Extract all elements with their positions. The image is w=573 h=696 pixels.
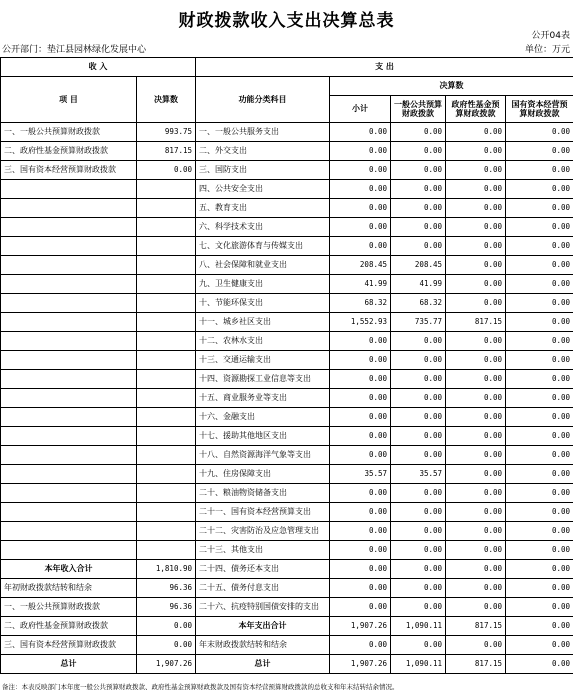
income-item-cell	[1, 256, 137, 275]
gen-budget-cell: 1,090.11	[391, 655, 446, 674]
income-item-cell: 一、一般公共预算财政拨款	[1, 598, 137, 617]
gen-budget-cell: 0.00	[391, 237, 446, 256]
income-item-cell: 本年收入合计	[1, 560, 137, 579]
gen-budget-cell: 0.00	[391, 389, 446, 408]
gen-budget-cell: 0.00	[391, 484, 446, 503]
gen-budget-cell: 68.32	[391, 294, 446, 313]
soe-budget-cell: 0.00	[506, 541, 573, 560]
table-row	[1, 465, 573, 484]
gen-budget-cell: 0.00	[391, 522, 446, 541]
table-row	[1, 408, 573, 427]
table-row	[1, 218, 573, 237]
income-value-cell	[137, 199, 196, 218]
expense-item-cell: 二十一、国有资本经营预算支出	[196, 503, 330, 522]
gov-fund-cell: 0.00	[446, 161, 506, 180]
expense-item-cell: 二十三、其他支出	[196, 541, 330, 560]
final-header-2: 决算数	[330, 77, 573, 96]
department-label: 公开部门：垫江县园林绿化发展中心	[2, 45, 147, 55]
gen-budget-cell: 41.99	[391, 275, 446, 294]
income-value-cell	[137, 351, 196, 370]
income-value-cell: 96.36	[137, 579, 196, 598]
expense-item-cell: 十四、资源勘探工业信息等支出	[196, 370, 330, 389]
income-value-cell: 1,907.26	[137, 655, 196, 674]
gen-budget-cell: 735.77	[391, 313, 446, 332]
income-item-cell: 一、一般公共预算财政拨款	[1, 123, 137, 142]
table-row	[1, 332, 573, 351]
subtotal-cell: 0.00	[330, 332, 391, 351]
gen-budget-cell: 0.00	[391, 598, 446, 617]
income-value-cell	[137, 465, 196, 484]
income-value-cell	[137, 408, 196, 427]
gov-fund-cell: 0.00	[446, 389, 506, 408]
income-value-cell	[137, 541, 196, 560]
income-value-cell	[137, 256, 196, 275]
income-item-cell	[1, 541, 137, 560]
budget-table	[0, 57, 573, 674]
table-row	[1, 180, 573, 199]
table-row	[1, 161, 573, 180]
income-item-cell: 总计	[1, 655, 137, 674]
gen-budget-cell: 0.00	[391, 142, 446, 161]
soe-budget-cell: 0.00	[506, 294, 573, 313]
gen-budget-cell: 35.57	[391, 465, 446, 484]
subtotal-cell: 0.00	[330, 389, 391, 408]
income-item-cell: 三、国有资本经营预算财政拨款	[1, 161, 137, 180]
income-value-cell: 96.36	[137, 598, 196, 617]
gen-budget-cell: 0.00	[391, 161, 446, 180]
soe-budget-cell: 0.00	[506, 636, 573, 655]
expense-item-cell: 九、卫生健康支出	[196, 275, 330, 294]
expense-item-cell: 七、文化旅游体育与传媒支出	[196, 237, 330, 256]
expense-item-cell: 十六、金融支出	[196, 408, 330, 427]
expense-header: 支 出	[196, 58, 573, 77]
table-row	[1, 370, 573, 389]
expense-item-cell: 二十二、灾害防治及应急管理支出	[196, 522, 330, 541]
gen-budget-cell: 0.00	[391, 370, 446, 389]
gen-budget-cell: 0.00	[391, 123, 446, 142]
income-item-cell	[1, 446, 137, 465]
gov-fund-cell: 0.00	[446, 142, 506, 161]
expense-item-cell: 二十四、债务还本支出	[196, 560, 330, 579]
subtotal-cell: 208.45	[330, 256, 391, 275]
income-item-cell: 二、政府性基金预算财政拨款	[1, 142, 137, 161]
expense-item-cell: 十、节能环保支出	[196, 294, 330, 313]
soe-budget-cell: 0.00	[506, 180, 573, 199]
subtotal-cell: 0.00	[330, 503, 391, 522]
soe-budget-cell: 0.00	[506, 617, 573, 636]
gov-fund-cell: 0.00	[446, 237, 506, 256]
income-item-cell	[1, 427, 137, 446]
expense-item-cell: 十八、自然资源海洋气象等支出	[196, 446, 330, 465]
income-header: 收 入	[1, 58, 196, 77]
gov-fund-cell: 0.00	[446, 560, 506, 579]
income-item-cell	[1, 313, 137, 332]
soe-budget-cell: 0.00	[506, 503, 573, 522]
soe-budget-cell: 0.00	[506, 218, 573, 237]
table-row	[1, 123, 573, 142]
expense-item-cell: 五、教育支出	[196, 199, 330, 218]
subtotal-cell: 0.00	[330, 522, 391, 541]
subtotal-cell: 0.00	[330, 142, 391, 161]
gov-fund-cell: 0.00	[446, 294, 506, 313]
income-value-cell	[137, 370, 196, 389]
gov-fund-cell: 0.00	[446, 598, 506, 617]
soe-budget-cell: 0.00	[506, 256, 573, 275]
expense-item-cell: 十九、住房保障支出	[196, 465, 330, 484]
income-value-cell: 0.00	[137, 617, 196, 636]
gov-fund-cell: 0.00	[446, 636, 506, 655]
item-header: 项 目	[1, 77, 137, 123]
income-value-cell: 993.75	[137, 123, 196, 142]
soe-budget-cell: 0.00	[506, 522, 573, 541]
table-row	[1, 484, 573, 503]
subtotal-cell: 0.00	[330, 218, 391, 237]
expense-item-cell: 十二、农林水支出	[196, 332, 330, 351]
expense-item-cell: 三、国防支出	[196, 161, 330, 180]
income-item-cell: 二、政府性基金预算财政拨款	[1, 617, 137, 636]
expense-item-cell: 一、一般公共服务支出	[196, 123, 330, 142]
table-row	[1, 389, 573, 408]
soe-budget-cell: 0.00	[506, 579, 573, 598]
income-item-cell	[1, 237, 137, 256]
table-row	[1, 560, 573, 579]
expense-item-cell: 二十、粮油物资储备支出	[196, 484, 330, 503]
soe-budget-cell: 0.00	[506, 275, 573, 294]
soe-budget-cell: 0.00	[506, 370, 573, 389]
subtotal-cell: 1,552.93	[330, 313, 391, 332]
soe-budget-cell: 0.00	[506, 123, 573, 142]
table-row	[1, 446, 573, 465]
table-row	[1, 275, 573, 294]
gov-fund-cell: 0.00	[446, 446, 506, 465]
soe-budget-cell: 0.00	[506, 598, 573, 617]
expense-item-cell: 四、公共安全支出	[196, 180, 330, 199]
gov-fund-cell: 0.00	[446, 199, 506, 218]
subtotal-cell: 41.99	[330, 275, 391, 294]
soe-budget-cell: 0.00	[506, 427, 573, 446]
income-item-cell	[1, 199, 137, 218]
income-value-cell	[137, 237, 196, 256]
gov-fund-cell: 0.00	[446, 370, 506, 389]
gov-fund-cell: 0.00	[446, 408, 506, 427]
gov-fund-cell: 0.00	[446, 465, 506, 484]
gov-fund-cell: 0.00	[446, 180, 506, 199]
footnote: 备注：本表反映部门本年度一般公共预算财政拨款、政府性基金预算财政拨款及国有资本经营预算财政拨款的总收支和年末结转结余情况。	[2, 683, 399, 691]
table-row	[1, 655, 573, 674]
gov-fund-cell: 0.00	[446, 541, 506, 560]
gov-fund-cell: 817.15	[446, 655, 506, 674]
income-value-cell	[137, 275, 196, 294]
income-value-cell: 0.00	[137, 161, 196, 180]
gen-budget-header: 一般公共预算财政拨款	[391, 96, 446, 123]
subtotal-cell: 0.00	[330, 180, 391, 199]
subtotal-cell: 1,907.26	[330, 655, 391, 674]
table-row	[1, 351, 573, 370]
table-row	[1, 541, 573, 560]
expense-item-cell: 六、科学技术支出	[196, 218, 330, 237]
income-item-cell	[1, 370, 137, 389]
subtotal-cell: 0.00	[330, 370, 391, 389]
subtotal-cell: 0.00	[330, 560, 391, 579]
page-title: 财政拨款收入支出决算总表	[178, 11, 395, 31]
gen-budget-cell: 0.00	[391, 427, 446, 446]
subtotal-cell: 0.00	[330, 427, 391, 446]
gen-budget-cell: 0.00	[391, 446, 446, 465]
income-value-cell	[137, 503, 196, 522]
gov-fund-cell: 0.00	[446, 522, 506, 541]
subtotal-cell: 0.00	[330, 161, 391, 180]
expense-item-cell: 十三、交通运输支出	[196, 351, 330, 370]
table-row	[1, 237, 573, 256]
gov-fund-header: 政府性基金预算财政拨款	[446, 96, 506, 123]
soe-budget-cell: 0.00	[506, 560, 573, 579]
final-header: 决算数	[137, 77, 196, 123]
subtotal-cell: 0.00	[330, 541, 391, 560]
income-item-cell	[1, 389, 137, 408]
subtotal-cell: 0.00	[330, 484, 391, 503]
gen-budget-cell: 0.00	[391, 560, 446, 579]
income-value-cell: 1,810.90	[137, 560, 196, 579]
income-value-cell	[137, 522, 196, 541]
subtotal-cell: 0.00	[330, 598, 391, 617]
income-item-cell	[1, 294, 137, 313]
table-row	[1, 636, 573, 655]
gen-budget-cell: 0.00	[391, 636, 446, 655]
soe-budget-cell: 0.00	[506, 142, 573, 161]
income-item-cell	[1, 465, 137, 484]
income-item-cell	[1, 522, 137, 541]
expense-item-cell: 二十五、债务付息支出	[196, 579, 330, 598]
gen-budget-cell: 0.00	[391, 351, 446, 370]
gen-budget-cell: 0.00	[391, 218, 446, 237]
expense-item-cell: 十七、援助其他地区支出	[196, 427, 330, 446]
income-value-cell	[137, 180, 196, 199]
income-value-cell	[137, 484, 196, 503]
gov-fund-cell: 0.00	[446, 332, 506, 351]
soe-budget-cell: 0.00	[506, 389, 573, 408]
soe-budget-cell: 0.00	[506, 351, 573, 370]
soe-budget-cell: 0.00	[506, 237, 573, 256]
gov-fund-cell: 0.00	[446, 503, 506, 522]
form-code: 公开04表	[531, 31, 570, 41]
income-value-cell: 817.15	[137, 142, 196, 161]
income-item-cell	[1, 408, 137, 427]
subtotal-cell: 0.00	[330, 446, 391, 465]
gov-fund-cell: 817.15	[446, 617, 506, 636]
soe-budget-cell: 0.00	[506, 655, 573, 674]
table-row	[1, 579, 573, 598]
soe-budget-cell: 0.00	[506, 484, 573, 503]
expense-item-cell: 年末财政拨款结转和结余	[196, 636, 330, 655]
income-value-cell	[137, 446, 196, 465]
soe-budget-cell: 0.00	[506, 332, 573, 351]
gen-budget-cell: 0.00	[391, 180, 446, 199]
income-value-cell	[137, 313, 196, 332]
table-row	[1, 142, 573, 161]
gov-fund-cell: 0.00	[446, 484, 506, 503]
gov-fund-cell: 0.00	[446, 351, 506, 370]
subtotal-header: 小计	[330, 96, 391, 123]
subtotal-cell: 0.00	[330, 351, 391, 370]
income-item-cell: 年初财政拨款结转和结余	[1, 579, 137, 598]
gen-budget-cell: 0.00	[391, 332, 446, 351]
subtotal-cell: 1,907.26	[330, 617, 391, 636]
table-row	[1, 522, 573, 541]
gen-budget-cell: 208.45	[391, 256, 446, 275]
income-item-cell	[1, 275, 137, 294]
gov-fund-cell: 0.00	[446, 218, 506, 237]
income-item-cell: 三、国有资本经营预算财政拨款	[1, 636, 137, 655]
income-item-cell	[1, 484, 137, 503]
table-row	[1, 503, 573, 522]
table-row	[1, 256, 573, 275]
income-value-cell: 0.00	[137, 636, 196, 655]
gov-fund-cell: 0.00	[446, 579, 506, 598]
gen-budget-cell: 0.00	[391, 579, 446, 598]
income-item-cell	[1, 351, 137, 370]
soe-budget-cell: 0.00	[506, 313, 573, 332]
gov-fund-cell: 0.00	[446, 275, 506, 294]
gov-fund-cell: 0.00	[446, 427, 506, 446]
income-item-cell	[1, 180, 137, 199]
soe-budget-header: 国有资本经营预算财政拨款	[506, 96, 573, 123]
table-row	[1, 313, 573, 332]
expense-item-cell: 总计	[196, 655, 330, 674]
income-value-cell	[137, 389, 196, 408]
gen-budget-cell: 1,090.11	[391, 617, 446, 636]
gov-fund-cell: 817.15	[446, 313, 506, 332]
soe-budget-cell: 0.00	[506, 446, 573, 465]
table-row	[1, 199, 573, 218]
soe-budget-cell: 0.00	[506, 465, 573, 484]
subtotal-cell: 35.57	[330, 465, 391, 484]
gen-budget-cell: 0.00	[391, 199, 446, 218]
expense-item-cell: 十一、城乡社区支出	[196, 313, 330, 332]
unit-label: 单位：万元	[524, 45, 570, 55]
soe-budget-cell: 0.00	[506, 161, 573, 180]
subtotal-cell: 0.00	[330, 579, 391, 598]
income-value-cell	[137, 427, 196, 446]
gov-fund-cell: 0.00	[446, 123, 506, 142]
table-row	[1, 294, 573, 313]
subtotal-cell: 0.00	[330, 408, 391, 427]
income-value-cell	[137, 218, 196, 237]
expense-item-cell: 二、外交支出	[196, 142, 330, 161]
gen-budget-cell: 0.00	[391, 503, 446, 522]
gov-fund-cell: 0.00	[446, 256, 506, 275]
expense-item-cell: 二十六、抗疫特别国债安排的支出	[196, 598, 330, 617]
gen-budget-cell: 0.00	[391, 541, 446, 560]
soe-budget-cell: 0.00	[506, 199, 573, 218]
expense-item-cell: 本年支出合计	[196, 617, 330, 636]
table-row	[1, 427, 573, 446]
subtotal-cell: 0.00	[330, 123, 391, 142]
income-item-cell	[1, 332, 137, 351]
income-item-cell	[1, 218, 137, 237]
subtotal-cell: 0.00	[330, 199, 391, 218]
table-row	[1, 598, 573, 617]
subtotal-cell: 68.32	[330, 294, 391, 313]
subtotal-cell: 0.00	[330, 636, 391, 655]
expense-item-cell: 八、社会保障和就业支出	[196, 256, 330, 275]
gen-budget-cell: 0.00	[391, 408, 446, 427]
table-row	[1, 617, 573, 636]
func-header: 功能分类科目	[196, 77, 330, 123]
income-value-cell	[137, 332, 196, 351]
income-item-cell	[1, 503, 137, 522]
subtotal-cell: 0.00	[330, 237, 391, 256]
expense-item-cell: 十五、商业服务业等支出	[196, 389, 330, 408]
income-value-cell	[137, 294, 196, 313]
soe-budget-cell: 0.00	[506, 408, 573, 427]
